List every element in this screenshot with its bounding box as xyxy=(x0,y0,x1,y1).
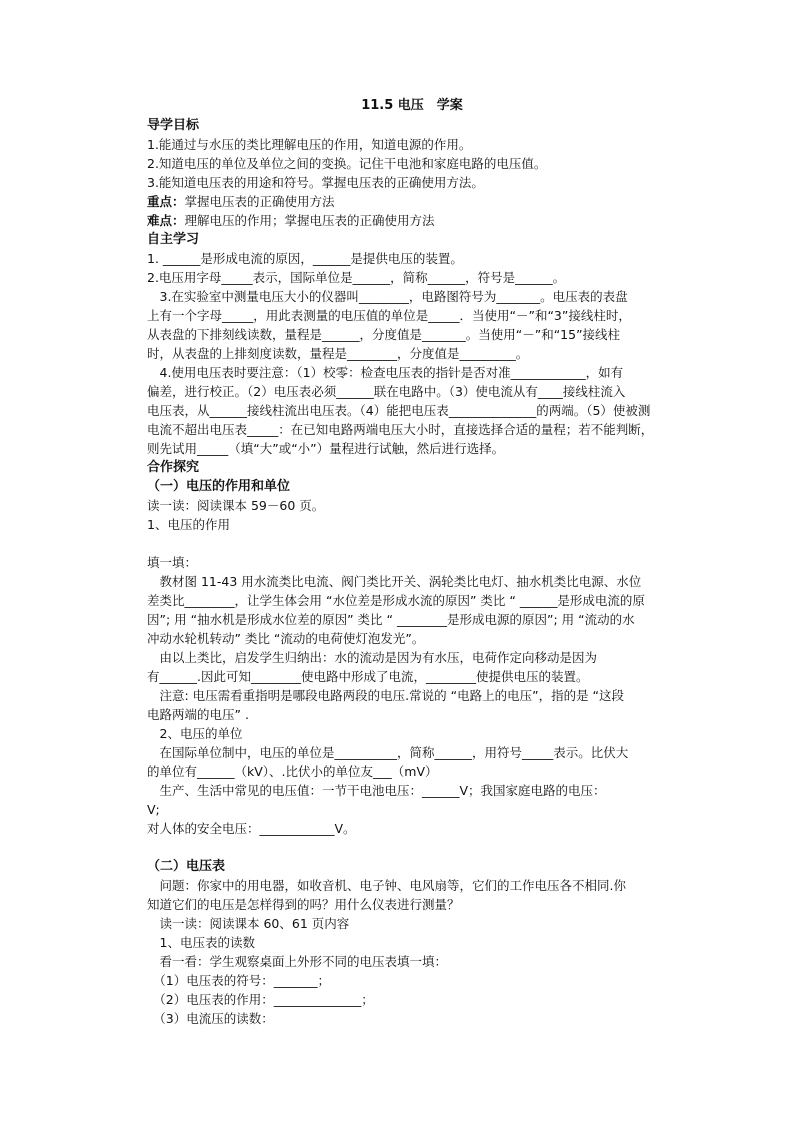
section-2-line: 看一看：学生观察桌面上外形不同的电压表填一填： xyxy=(147,954,448,969)
self-study-line: 3.在实验室中测量电压大小的仪器叫________，电路图符号为_______。电压表的表盘 xyxy=(147,289,628,304)
self-study-line: 从表盘的下排刻线读数，量程是______，分度值是_______。当使用“－”和“15”接线柱 xyxy=(147,327,621,342)
self-study-line: 则先试用_____（填“大”或“小”）量程进行试触，然后进行选择。 xyxy=(147,441,505,456)
self-study-line: 偏差，进行校正。（2）电压表必须______联在电路中。（3）使电流从有____接线柱流入 xyxy=(147,384,626,399)
section-1-line: 注意: 电压需看重指明是哪段电路两段的电压.常说的 “电路上的电压”，指的是 “这段 xyxy=(147,688,625,703)
section-1-line: 1、电压的作用 xyxy=(147,517,230,532)
self-study-line: 1. ______是形成电流的原因，______是提供电压的装置。 xyxy=(147,251,463,266)
section-1-line: 因”; 用 “抽水机是形成水位差的原因” 类比 “ ________是形成电源的原因”; 用 “流动的水 xyxy=(147,612,635,627)
self-study-line: 时，从表盘的上排刻度读数，量程是________，分度值是_________。 xyxy=(147,346,529,361)
section-2-line: 读一读：阅读课本 60、61 页内容 xyxy=(147,916,350,931)
self-study-line: 2.电压用字母_____表示，国际单位是______，简称______，符号是______。 xyxy=(147,270,566,285)
section-1-line: 冲动水轮机转动” 类比 “流动的电荷使灯泡发光”。 xyxy=(147,631,425,646)
section-1-line: 教材图 11-43 用水流类比电流、阀门类比开关、涡轮类比电灯、抽水机类比电源、水位 xyxy=(147,574,642,589)
section-1-line: 生产、生活中常见的电压值：一节干电池电压：______V；我国家庭电路的电压： xyxy=(147,783,606,798)
goal-line: 1.能通过与水压的类比理解电压的作用，知道电源的作用。 xyxy=(147,137,472,152)
section-1-line: 填一填： xyxy=(147,555,198,570)
section-2-line: （1）电压表的符号：_______； xyxy=(147,973,330,988)
section-2-line: （2）电压表的作用：______________； xyxy=(147,992,374,1007)
difficult-label: 难点： xyxy=(147,213,185,228)
section-1-line: 差类比________，让学生体会用 “水位差是形成水流的原因” 类比 “ ______是形成电流的原 xyxy=(147,593,645,608)
section-2-line: 1、电压表的读数 xyxy=(147,935,255,950)
self-study-line: 电压表，从______接线柱流出电压表。（4）能把电压表______________的两端。（5）使被测 xyxy=(147,403,651,418)
spacer xyxy=(147,534,677,553)
key-text: 掌握电压表的正确使用方法 xyxy=(184,194,335,209)
key-label: 重点： xyxy=(147,194,185,209)
section-1-line: 2、电压的单位 xyxy=(147,726,243,741)
section-1-line: 由以上类比，启发学生归纳出：水的流动是因为有水压，电荷作定向移动是因为 xyxy=(147,650,598,665)
goal-line: 3.能知道电压表的用途和符号。掌握电压表的正确使用方法。 xyxy=(147,175,484,190)
section-1-line: 电路两端的电压” . xyxy=(147,707,249,722)
page-title: 11.5 电压 学案 xyxy=(361,98,463,113)
section-1-line: 在国际单位制中，电压的单位是__________，简称______，用符号_____表示。比伏大 xyxy=(147,745,629,760)
section-1-heading: （一）电压的作用和单位 xyxy=(147,479,291,494)
self-study-line: 上有一个字母_____，用此表测量的电压值的单位是_____．当使用“－”和“3”接线柱时， xyxy=(147,308,631,323)
section-1-line: 的单位有______（kV）、.比伏小的单位友___（mV） xyxy=(147,764,438,779)
self-study-line: 4.使用电压表时要注意：（1）校零：检查电压表的指针是否对准____________，如有 xyxy=(147,365,624,380)
goals-heading: 导学目标 xyxy=(147,118,200,133)
key-point xyxy=(147,192,677,211)
goal-line: 2.知道电压的单位及单位之间的变换。记住干电池和家庭电路的电压值。 xyxy=(147,156,547,171)
section-2-line: 知道它们的电压是怎样得到的吗？用什么仪表进行测量？ xyxy=(147,897,460,912)
spacer xyxy=(147,838,677,857)
section-1-line: 读一读：阅读课本 59－60 页。 xyxy=(147,498,325,513)
self-study-line: 电流不超出电压表_____：在已知电路两端电压大小时，直接选择合适的量程；若不能判断， xyxy=(147,422,654,437)
section-1-line: 有______.因此可知________使电路中形成了电流，________使提供电压的装置。 xyxy=(147,669,589,684)
difficult-point xyxy=(147,211,677,230)
section-1-line: 对人体的安全电压：____________V。 xyxy=(147,821,356,836)
section-2-line: （3）电流压的读数： xyxy=(147,1011,274,1026)
section-2-line: 问题：你家中的用电器，如收音机、电子钟、电风扇等，它们的工作电压各不相同.你 xyxy=(147,878,626,893)
difficult-text: 理解电压的作用；掌握电压表的正确使用方法 xyxy=(184,213,435,228)
section-2-heading: （二）电压表 xyxy=(147,859,226,874)
self-study-heading: 自主学习 xyxy=(147,232,200,247)
worksheet-page xyxy=(147,96,677,1028)
cooperation-heading: 合作探究 xyxy=(147,460,200,475)
section-1-line: V; xyxy=(147,802,160,817)
